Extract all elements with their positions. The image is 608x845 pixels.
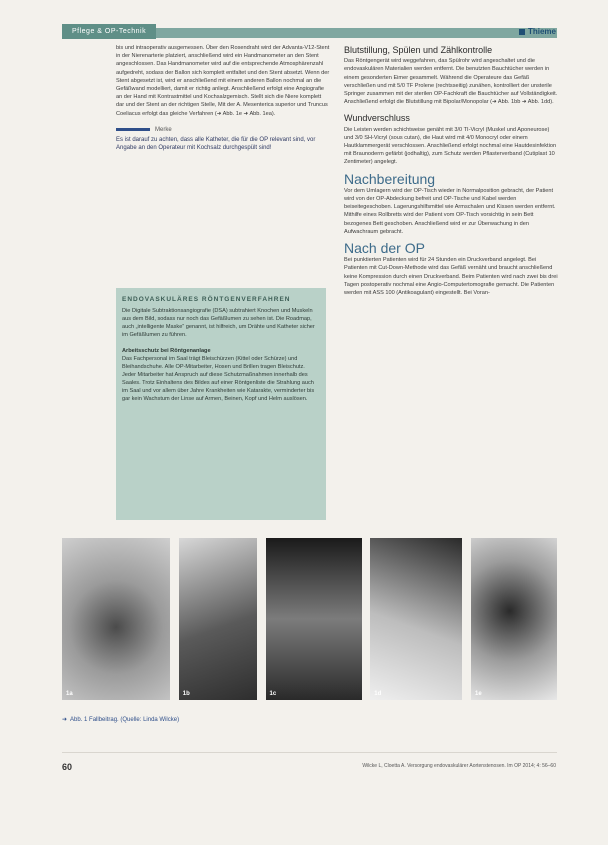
figure-label: 1e <box>475 691 482 697</box>
info-box-text: Die Digitale Subtraktionsangiografie (DSA) subtrahiert Knochen und Muskeln aus dem Bild, sodass nur noch das Gefäßlumen zu sehen ist. Die Roadmap, auch „intelligente Maske“ genannt, ist hilfreich, um Drähte und Katheter sicher im Gefäßlumen zu führen. <box>122 308 315 338</box>
section-nach-der-op <box>344 240 558 297</box>
figure-label: 1c <box>269 691 277 697</box>
note-label: Merke <box>155 126 172 133</box>
angiography-image <box>179 538 257 700</box>
info-box-subtext: Das Fachpersonal im Saal trägt Bleischürzen (Kittel oder Schürze) und Bleihandschuhe. Alle OP-Mitarbeiter, Hosen und Brillen tragen Bleischutz. Jeder Mitarbeiter hat Anspruch auf diese Schutzmaßnahmen innerhalb des Saales. Trotz Einhaltens des Bildes auf einer Röntgenliste die Strahlung auch im Saal und vor allem über Jahre Krankheiten wie Katarakte, verminderter bis gar kein Wachstum der Linse auf Armen, Beinen, Kopf und Helm auslösen. <box>122 356 315 402</box>
brand-name: Thieme <box>527 27 556 36</box>
section-heading-large: Nach der OP <box>344 240 425 257</box>
section-nachbereitung <box>344 170 558 236</box>
note-block <box>116 126 330 153</box>
section-text: Die Leisten werden schichtweise genäht mit 3/0 TI-Vicryl (Muskel und Aponeurose) und 3/0 SH-Vicryl (sous cutan), die Haut wird mit 4/0 Monocryl oder einem Hautklammergerät verschlossen. Anschließend erfolgt nochmal eine Hautdesinfektion mit Braunoderm gefärbt (jodhaltig), zum Schutz werden Pflasterverband (Cutiplast 10 Zentimeter) angelegt. <box>344 126 557 166</box>
figure-label: 1d <box>374 691 382 697</box>
brand-logo-icon <box>519 29 525 35</box>
arrow-right-icon: ➜ <box>62 717 68 723</box>
left-column <box>116 44 330 152</box>
figure-label: 1a <box>66 691 73 697</box>
caption-text: Abb. 1 Fallbeitrag. (Quelle: Linda Wilcke) <box>70 717 180 723</box>
section-text: Vor dem Umlagern wird der OP-Tisch wieder in Normalposition gebracht, der Patient wird von der OP-Abdeckung befreit und OP-Tische und Kabel werden beiseitegeschoben. Lagerungshilfsmittel wie Armschalen und Kissen werden entfernt. Mithilfe eines Rollbretts wird der Patient vom OP-Tisch vorsichtig in sein Bett bezogenes Bett geschoben. Anschließend wird er zur Überwachung in den Aufwachraum gebracht. <box>344 187 556 235</box>
section-tab: Pflege & OP-Technik <box>62 24 156 39</box>
footer-divider <box>62 752 557 753</box>
info-box-subheading: Arbeitsschutz bei Röntgenanlage <box>122 348 211 354</box>
figure-caption <box>62 716 179 723</box>
info-box <box>116 288 326 520</box>
figure-label: 1b <box>182 691 190 697</box>
citation: Wilcke L, Cloetta A. Versorgung endovaskulärer Aortenstenosen. Im OP 2014; 4: 56–60 <box>362 763 556 769</box>
section-heading-large: Nachbereitung <box>344 170 436 187</box>
publisher-brand <box>519 27 556 36</box>
section-text: Bei punktierten Patienten wird für 24 Stunden ein Druckverband angelegt. Bei Patienten mit Cut-Down-Methode wird das Gefäß vernäht und braucht anschließend keine Kompression durch einen Druckverband. Beim Patienten wird nach zwei bis drei Tagen postoperativ nochmal eine Angio-Computertomografie gemacht. Die Patienten werden mit ASS 100 (Antikoagulant) eingestellt. Bei Voran- <box>344 257 558 297</box>
angiography-image <box>370 538 462 700</box>
angiography-image <box>266 538 362 700</box>
note-text: Es ist darauf zu achten, dass alle Katheter, die für die OP relevant sind, vor Angabe an den Operateur mit Kochsalz durchgespült sind! <box>116 137 316 152</box>
figure-strip <box>62 538 557 700</box>
angiography-image <box>471 538 557 700</box>
section-text: Das Röntgengerät wird weggefahren, das Spülrohr wird angeschaltet und die endovaskulären Materialien werden entfernt. Die benutzten Bauchtücher werden in einem gesonderten Eimer gesammelt. Während die Operateure das Gefäß verschließen und mit 5/0 TF Prolene (rechtsseitig) zunähen, kontrolliert der unsterile Springer zusammen mit der sterilen OP-Fachkraft die Bauchtücher auf Vollständigkeit. Anschließend erfolgt die Blutstillung mit Bipolar/Monopolar (➜ Abb. 1bb ➜ Abb. 1dd). <box>344 58 558 106</box>
right-column <box>344 46 558 305</box>
page-number: 60 <box>62 762 73 772</box>
section-wundverschluss <box>344 114 558 166</box>
body-paragraph: bis und intraoperativ ausgemessen. Über den Rosendraht wird der Advanta-V12-Stent in der Nierenarterie platziert, anschließend wird ein Handmanometer an den Stent angeschlossen. Das Handmanometer wird auf die entsprechende Atmosphärenzahl aufgedreht, sodass der Ballon sich komplett entfaltet und den Stent absetzt. Wenn der Stent abgesetzt ist, wird er anschließend mit einem anderen Ballon nochmal an die Gefäßwand modelliert, damit er richtig anliegt. Anschließend erfolgt eine Angiografie an der Hand mit Kontrastmittel und Kochsalzgemisch. Stellt sich die Niere komplett dar und der Stent an der richtigen Stelle, Mit der A. Mesenterica superior und Truncus Coeliacus erfolgt das gleiche Verfahren (➜ Abb. 1e ➜ Abb. 1ea). <box>116 45 330 117</box>
angiography-image <box>62 538 170 700</box>
section-heading: Wundverschluss <box>344 113 410 124</box>
note-bar-icon <box>116 128 150 131</box>
section-blutstillung <box>344 46 558 106</box>
section-heading: Blutstillung, Spülen und Zählkontrolle <box>344 45 493 55</box>
info-box-title: ENDOVASKULÄRES RÖNTGENVERFAHREN <box>122 296 291 303</box>
